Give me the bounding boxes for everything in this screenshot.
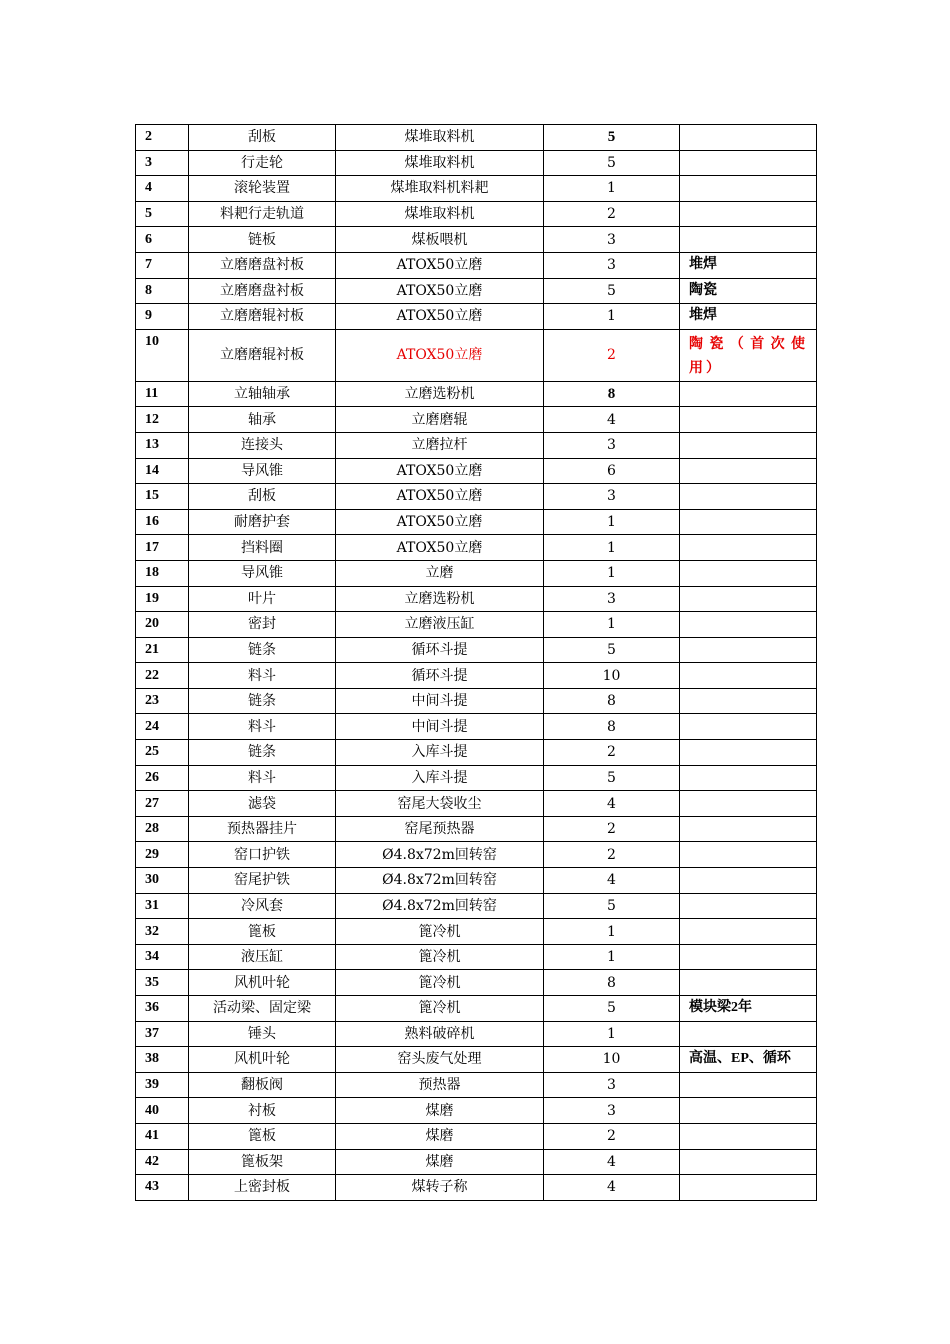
remark xyxy=(680,1098,817,1124)
row-number: 6 xyxy=(136,227,189,253)
row-number: 31 xyxy=(136,893,189,919)
part-name: 立磨磨盘衬板 xyxy=(189,278,336,304)
part-name: 立轴轴承 xyxy=(189,381,336,407)
row-number: 23 xyxy=(136,688,189,714)
quantity: 5 xyxy=(544,996,680,1022)
remark xyxy=(680,201,817,227)
table-row xyxy=(136,1149,817,1175)
part-name: 行走轮 xyxy=(189,150,336,176)
quantity: 5 xyxy=(544,893,680,919)
part-name: 冷风套 xyxy=(189,893,336,919)
quantity: 2 xyxy=(544,842,680,868)
equipment-name: 窑头废气处理 xyxy=(336,1047,544,1073)
table-row xyxy=(136,484,817,510)
remark xyxy=(680,1123,817,1149)
part-name: 料耙行走轨道 xyxy=(189,201,336,227)
equipment-name: Ø4.8x72m回转窑 xyxy=(336,893,544,919)
table-row xyxy=(136,893,817,919)
row-number: 5 xyxy=(136,201,189,227)
row-number: 13 xyxy=(136,432,189,458)
remark: 模块梁2年 xyxy=(680,996,817,1022)
row-number: 40 xyxy=(136,1098,189,1124)
equipment-name: 预热器 xyxy=(336,1072,544,1098)
equipment-name: 中间斗提 xyxy=(336,714,544,740)
table-row xyxy=(136,509,817,535)
table-row xyxy=(136,535,817,561)
row-number: 7 xyxy=(136,252,189,278)
row-number: 38 xyxy=(136,1047,189,1073)
quantity: 8 xyxy=(544,970,680,996)
remark xyxy=(680,612,817,638)
remark xyxy=(680,150,817,176)
table-row xyxy=(136,842,817,868)
part-name: 窑口护铁 xyxy=(189,842,336,868)
table-row xyxy=(136,304,817,330)
table-row xyxy=(136,1098,817,1124)
remark xyxy=(680,1072,817,1098)
remark xyxy=(680,714,817,740)
part-name: 轴承 xyxy=(189,407,336,433)
spare-parts-table xyxy=(135,124,817,1201)
quantity: 3 xyxy=(544,252,680,278)
quantity: 1 xyxy=(544,304,680,330)
remark xyxy=(680,740,817,766)
equipment-name: 立磨拉杆 xyxy=(336,432,544,458)
remark: 高温、EP、循环 xyxy=(680,1047,817,1073)
part-name: 滚轮装置 xyxy=(189,176,336,202)
quantity: 3 xyxy=(544,1072,680,1098)
row-number: 3 xyxy=(136,150,189,176)
equipment-name: 篦冷机 xyxy=(336,944,544,970)
equipment-name: 中间斗提 xyxy=(336,688,544,714)
quantity: 1 xyxy=(544,176,680,202)
equipment-name: 循环斗提 xyxy=(336,663,544,689)
equipment-name: 煤堆取料机料耙 xyxy=(336,176,544,202)
row-number: 11 xyxy=(136,381,189,407)
quantity: 2 xyxy=(544,329,680,381)
part-name: 上密封板 xyxy=(189,1175,336,1201)
quantity: 8 xyxy=(544,688,680,714)
equipment-name: 立磨 xyxy=(336,560,544,586)
part-name: 窑尾护铁 xyxy=(189,868,336,894)
part-name: 活动梁、固定梁 xyxy=(189,996,336,1022)
quantity: 1 xyxy=(544,1021,680,1047)
table-row xyxy=(136,176,817,202)
row-number: 20 xyxy=(136,612,189,638)
part-name: 预热器挂片 xyxy=(189,816,336,842)
part-name: 锤头 xyxy=(189,1021,336,1047)
part-name: 叶片 xyxy=(189,586,336,612)
table-row xyxy=(136,1047,817,1073)
equipment-name: 煤转子称 xyxy=(336,1175,544,1201)
quantity: 5 xyxy=(544,125,680,151)
quantity: 8 xyxy=(544,381,680,407)
equipment-name: 立磨磨辊 xyxy=(336,407,544,433)
table-row xyxy=(136,227,817,253)
row-number: 15 xyxy=(136,484,189,510)
quantity: 1 xyxy=(544,612,680,638)
equipment-name: 煤磨 xyxy=(336,1123,544,1149)
equipment-name: ATOX50立磨 xyxy=(336,304,544,330)
equipment-name: 立磨选粉机 xyxy=(336,586,544,612)
table-row xyxy=(136,458,817,484)
row-number: 42 xyxy=(136,1149,189,1175)
remark xyxy=(680,407,817,433)
table-row xyxy=(136,201,817,227)
quantity: 5 xyxy=(544,765,680,791)
table-row xyxy=(136,663,817,689)
row-number: 25 xyxy=(136,740,189,766)
equipment-name: 煤磨 xyxy=(336,1149,544,1175)
equipment-name: ATOX50立磨 xyxy=(336,252,544,278)
quantity: 5 xyxy=(544,637,680,663)
table-row xyxy=(136,791,817,817)
remark: 堆焊 xyxy=(680,304,817,330)
remark xyxy=(680,458,817,484)
quantity: 3 xyxy=(544,586,680,612)
equipment-name: 篦冷机 xyxy=(336,919,544,945)
spare-parts-table-body xyxy=(136,125,817,1201)
table-row xyxy=(136,125,817,151)
row-number: 9 xyxy=(136,304,189,330)
equipment-name: 入库斗提 xyxy=(336,740,544,766)
part-name: 篦板架 xyxy=(189,1149,336,1175)
remark xyxy=(680,663,817,689)
equipment-name: 煤板喂机 xyxy=(336,227,544,253)
quantity: 4 xyxy=(544,407,680,433)
remark xyxy=(680,637,817,663)
quantity: 4 xyxy=(544,1175,680,1201)
part-name: 篦板 xyxy=(189,1123,336,1149)
quantity: 2 xyxy=(544,816,680,842)
table-row xyxy=(136,688,817,714)
part-name: 衬板 xyxy=(189,1098,336,1124)
remark xyxy=(680,970,817,996)
remark xyxy=(680,227,817,253)
remark xyxy=(680,432,817,458)
part-name: 料斗 xyxy=(189,765,336,791)
remark xyxy=(680,484,817,510)
row-number: 29 xyxy=(136,842,189,868)
row-number: 2 xyxy=(136,125,189,151)
equipment-name: ATOX50立磨 xyxy=(336,535,544,561)
remark xyxy=(680,765,817,791)
table-row xyxy=(136,714,817,740)
equipment-name: 煤堆取料机 xyxy=(336,150,544,176)
quantity: 2 xyxy=(544,201,680,227)
row-number: 16 xyxy=(136,509,189,535)
part-name: 刮板 xyxy=(189,484,336,510)
remark: 陶瓷（首次使用） xyxy=(680,329,817,381)
quantity: 3 xyxy=(544,484,680,510)
table-row xyxy=(136,150,817,176)
table-row xyxy=(136,586,817,612)
row-number: 36 xyxy=(136,996,189,1022)
equipment-name: 篦冷机 xyxy=(336,970,544,996)
table-row xyxy=(136,868,817,894)
remark xyxy=(680,586,817,612)
quantity: 3 xyxy=(544,1098,680,1124)
remark xyxy=(680,919,817,945)
part-name: 立磨磨辊衬板 xyxy=(189,329,336,381)
table-row xyxy=(136,252,817,278)
remark xyxy=(680,509,817,535)
quantity: 4 xyxy=(544,791,680,817)
part-name: 连接头 xyxy=(189,432,336,458)
table-row xyxy=(136,765,817,791)
part-name: 液压缸 xyxy=(189,944,336,970)
quantity: 1 xyxy=(544,509,680,535)
table-row xyxy=(136,329,817,381)
table-row xyxy=(136,1072,817,1098)
equipment-name: 入库斗提 xyxy=(336,765,544,791)
table-row xyxy=(136,381,817,407)
part-name: 密封 xyxy=(189,612,336,638)
row-number: 10 xyxy=(136,329,189,381)
row-number: 28 xyxy=(136,816,189,842)
remark xyxy=(680,688,817,714)
quantity: 3 xyxy=(544,432,680,458)
equipment-name: ATOX50立磨 xyxy=(336,329,544,381)
row-number: 18 xyxy=(136,560,189,586)
row-number: 27 xyxy=(136,791,189,817)
remark xyxy=(680,125,817,151)
row-number: 24 xyxy=(136,714,189,740)
quantity: 2 xyxy=(544,740,680,766)
row-number: 32 xyxy=(136,919,189,945)
remark xyxy=(680,791,817,817)
equipment-name: ATOX50立磨 xyxy=(336,484,544,510)
remark xyxy=(680,842,817,868)
remark xyxy=(680,868,817,894)
row-number: 14 xyxy=(136,458,189,484)
equipment-name: ATOX50立磨 xyxy=(336,509,544,535)
table-row xyxy=(136,1123,817,1149)
quantity: 8 xyxy=(544,714,680,740)
equipment-name: 煤堆取料机 xyxy=(336,201,544,227)
table-row xyxy=(136,740,817,766)
quantity: 1 xyxy=(544,944,680,970)
quantity: 5 xyxy=(544,278,680,304)
row-number: 26 xyxy=(136,765,189,791)
remark xyxy=(680,381,817,407)
equipment-name: 窑尾预热器 xyxy=(336,816,544,842)
table-row xyxy=(136,1021,817,1047)
row-number: 19 xyxy=(136,586,189,612)
table-row xyxy=(136,407,817,433)
part-name: 立磨磨辊衬板 xyxy=(189,304,336,330)
part-name: 风机叶轮 xyxy=(189,1047,336,1073)
part-name: 链条 xyxy=(189,740,336,766)
table-row xyxy=(136,432,817,458)
row-number: 4 xyxy=(136,176,189,202)
part-name: 滤袋 xyxy=(189,791,336,817)
part-name: 刮板 xyxy=(189,125,336,151)
part-name: 翻板阀 xyxy=(189,1072,336,1098)
equipment-name: 熟料破碎机 xyxy=(336,1021,544,1047)
part-name: 导风锥 xyxy=(189,458,336,484)
row-number: 12 xyxy=(136,407,189,433)
equipment-name: 煤堆取料机 xyxy=(336,125,544,151)
part-name: 立磨磨盘衬板 xyxy=(189,252,336,278)
row-number: 21 xyxy=(136,637,189,663)
part-name: 耐磨护套 xyxy=(189,509,336,535)
table-row xyxy=(136,637,817,663)
row-number: 22 xyxy=(136,663,189,689)
equipment-name: 循环斗提 xyxy=(336,637,544,663)
part-name: 链板 xyxy=(189,227,336,253)
table-row xyxy=(136,612,817,638)
equipment-name: Ø4.8x72m回转窑 xyxy=(336,842,544,868)
equipment-name: 立磨选粉机 xyxy=(336,381,544,407)
remark: 陶瓷 xyxy=(680,278,817,304)
remark xyxy=(680,560,817,586)
row-number: 30 xyxy=(136,868,189,894)
part-name: 料斗 xyxy=(189,714,336,740)
quantity: 6 xyxy=(544,458,680,484)
quantity: 4 xyxy=(544,1149,680,1175)
equipment-name: ATOX50立磨 xyxy=(336,278,544,304)
remark: 堆焊 xyxy=(680,252,817,278)
row-number: 34 xyxy=(136,944,189,970)
quantity: 3 xyxy=(544,227,680,253)
quantity: 1 xyxy=(544,535,680,561)
quantity: 10 xyxy=(544,1047,680,1073)
equipment-name: 立磨液压缸 xyxy=(336,612,544,638)
quantity: 10 xyxy=(544,663,680,689)
table-row xyxy=(136,1175,817,1201)
equipment-name: 煤磨 xyxy=(336,1098,544,1124)
remark xyxy=(680,1149,817,1175)
remark xyxy=(680,816,817,842)
part-name: 挡料圈 xyxy=(189,535,336,561)
quantity: 2 xyxy=(544,1123,680,1149)
part-name: 料斗 xyxy=(189,663,336,689)
remark xyxy=(680,535,817,561)
table-row xyxy=(136,816,817,842)
part-name: 链条 xyxy=(189,637,336,663)
table-row xyxy=(136,560,817,586)
row-number: 37 xyxy=(136,1021,189,1047)
equipment-name: 窑尾大袋收尘 xyxy=(336,791,544,817)
remark xyxy=(680,1175,817,1201)
table-row xyxy=(136,278,817,304)
remark xyxy=(680,1021,817,1047)
table-row xyxy=(136,944,817,970)
remark xyxy=(680,176,817,202)
row-number: 35 xyxy=(136,970,189,996)
quantity: 5 xyxy=(544,150,680,176)
row-number: 41 xyxy=(136,1123,189,1149)
part-name: 链条 xyxy=(189,688,336,714)
quantity: 1 xyxy=(544,919,680,945)
table-row xyxy=(136,970,817,996)
part-name: 篦板 xyxy=(189,919,336,945)
quantity: 4 xyxy=(544,868,680,894)
remark xyxy=(680,944,817,970)
equipment-name: 篦冷机 xyxy=(336,996,544,1022)
table-row xyxy=(136,996,817,1022)
row-number: 17 xyxy=(136,535,189,561)
row-number: 39 xyxy=(136,1072,189,1098)
part-name: 风机叶轮 xyxy=(189,970,336,996)
equipment-name: Ø4.8x72m回转窑 xyxy=(336,868,544,894)
row-number: 8 xyxy=(136,278,189,304)
remark xyxy=(680,893,817,919)
equipment-name: ATOX50立磨 xyxy=(336,458,544,484)
part-name: 导风锥 xyxy=(189,560,336,586)
quantity: 1 xyxy=(544,560,680,586)
table-row xyxy=(136,919,817,945)
row-number: 43 xyxy=(136,1175,189,1201)
